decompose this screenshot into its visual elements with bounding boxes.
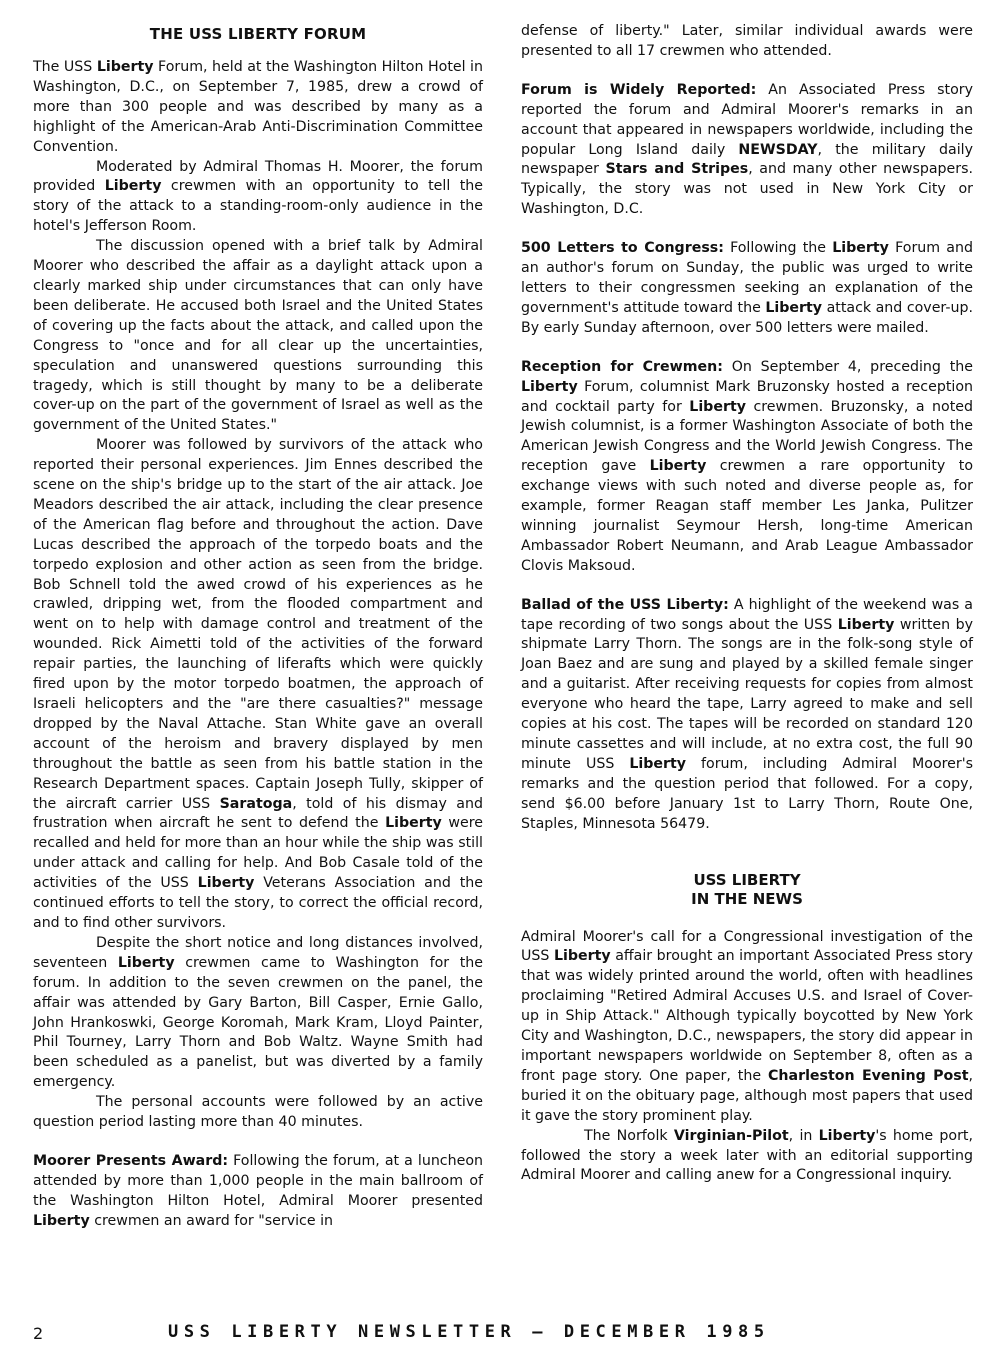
ship-name: Liberty — [832, 240, 889, 257]
section-lead: Forum is Widely Reported: — [521, 81, 757, 98]
ship-name: Liberty — [385, 815, 442, 832]
ship-name: Liberty — [765, 299, 823, 316]
page-number: 2 — [33, 1324, 44, 1343]
text-run: crewmen came to Washington for the forum. In addition to the seven crewmen on the panel, the affair was attended by Gary Barton, Bill Casper, Ernie Gallo, John Hrankoswki, George Koromah, Mark Kram, Lloyd Painter, Phil Tourney, Larry Thorn and Bob Waltz. Wayne Smith had been scheduled as a panelist, but was diverted by a family emergency. — [33, 954, 483, 1091]
text-run: 's home port, followed the story a week later with an editorial supporting Admiral Moorer and calling anew for a Congressional inquiry. — [521, 1127, 973, 1184]
text-run: Forum and an author's forum on Sunday, the public was urged to write letters to their congressmen seeking an explanation of the government's attitude toward the — [521, 240, 973, 316]
text-run: A highlight of the weekend was a tape recording of two songs about the USS — [521, 596, 973, 633]
news-section-title — [521, 871, 973, 909]
article-title: THE USS LIBERTY FORUM — [149, 25, 367, 43]
text-run: Forum, held at the Washington Hilton Hotel in Washington, D.C., on September 7, 1985, drew a crowd of more than 300 people and was described by many as a highlight of the American-Arab Anti-Discrimination Committee Convention. — [33, 59, 483, 155]
ship-name: Liberty — [689, 398, 746, 415]
text-run: , in — [788, 1127, 819, 1144]
paragraph-award — [33, 1152, 483, 1232]
text-run: were recalled and held for more than an hour while the ship was still under attack and calling for help. And Bob Casale told of the activities of the USS — [33, 815, 483, 892]
news-title-line: IN THE NEWS — [691, 889, 803, 908]
text-run: Veterans Association and the continued efforts to tell the story, to correct the official record, and to find other survivors. — [33, 875, 483, 931]
text-run: Following the forum, at a luncheon attended by more than 1,000 people in the main ballroom of the Washington Hilton Hotel, Admiral Moorer presented — [33, 1152, 483, 1209]
paragraph-survivors — [33, 436, 483, 934]
ship-name: Liberty — [837, 616, 895, 633]
ship-name: Liberty — [104, 178, 162, 195]
text-run: forum, including Admiral Moorer's remarks and the question period that followed. For a copy, send $6.00 before January 1st to Larry Thorn, Route One, Staples, Minnesota 56479. — [521, 755, 973, 832]
ship-name: Liberty — [629, 755, 687, 772]
newspaper-name: NEWSDAY — [738, 141, 818, 158]
text-run: , the military daily newspaper — [521, 141, 973, 178]
newspaper-name: Stars and Stripes — [605, 161, 749, 178]
text-run: Following the — [723, 240, 833, 257]
news-title-line: USS LIBERTY — [693, 870, 801, 889]
text-run: Moderated by Admiral Thomas H. Moorer, the forum provided — [33, 158, 483, 195]
right-column — [521, 22, 973, 1186]
text-run: attack and cover-up. By early Sunday afternoon, over 500 letters were mailed. — [521, 299, 973, 336]
spacer — [521, 835, 973, 871]
paragraph-award-continued: defense of liberty." Later, similar individual awards were presented to all 17 crewmen who attended. — [521, 23, 973, 59]
section-lead: Ballad of the USS Liberty: — [521, 596, 729, 613]
text-run: An Associated Press story reported the forum and Admiral Moorer's remarks in an account that appeared in newspapers worldwide, including the popular Long Island daily — [521, 81, 973, 158]
ship-name: Liberty — [818, 1127, 876, 1144]
text-run: , and many other newspapers. Typically, the story was not used in New York City or Washington, D.C. — [521, 161, 974, 218]
text-run: The Norfolk — [584, 1127, 674, 1144]
ship-name: Liberty — [521, 378, 578, 395]
ship-name: Liberty — [33, 1212, 90, 1229]
page-footer — [33, 1322, 973, 1346]
section-lead: Reception for Crewmen: — [521, 358, 723, 375]
text-run: , told of his dismay and frustration when aircraft he sent to defend the — [33, 795, 483, 832]
text-run: crewmen with an opportunity to tell the story of the attack to a standing-room-only audience in the hotel's Jefferson Room. — [33, 178, 484, 235]
newspaper-name: Virginian-Pilot — [673, 1127, 789, 1144]
ship-name: Liberty — [649, 458, 707, 475]
ship-name: Liberty — [96, 59, 154, 75]
section-ballad — [521, 596, 973, 835]
text-run: Despite the short notice and long distances involved, seventeen — [33, 934, 483, 971]
text-run: affair brought an important Associated Press story that was widely printed around the world, often with headlines proclaiming "Retired Admiral Accuses U.S. and Israel of Cover-up in Ship Attack." Although typically boycotted by New York City and Washington, D.C., newspapers, the story did appear in important newspapers worldwide on September 8, often as a front page story. One paper, the — [521, 948, 973, 1084]
paragraph-news-ap — [521, 928, 973, 1127]
section-lead: Moorer Presents Award: — [33, 1152, 229, 1169]
text-run: written by shipmate Larry Thorn. The songs are in the folk-song style of Joan Baez and are sung and played by a skilled female singer and a guitarist. After receiving requests for copies from almost everyone who heard the tape, Larry agreed to make and sell copies at his cost. The tapes will be recorded on standard 120 minute cassettes and will include, at no extra cost, the full 90 minute USS — [521, 616, 973, 772]
text-run: crewmen an award for "service in — [89, 1212, 334, 1229]
section-widely-reported — [521, 81, 973, 220]
text-run: crewmen. Bruzonsky, a noted Jewish columnist, is a former Washington Associate of both the American Jewish Congress and the World Jewish Congress. The reception gave — [521, 398, 973, 475]
text-run: On September 4, preceding the — [722, 358, 973, 375]
ship-name: Liberty — [117, 954, 175, 971]
left-column — [33, 22, 483, 1232]
paragraph-question-period: The personal accounts were followed by an active question period lasting more than 40 minutes. — [33, 1094, 483, 1131]
footer-masthead: USS LIBERTY NEWSLETTER – DECEMBER 1985 — [168, 1322, 770, 1342]
newspaper-name: Charleston Evening Post — [767, 1067, 969, 1084]
section-lead: 500 Letters to Congress: — [521, 240, 724, 257]
paragraph-moderator — [33, 158, 483, 238]
paragraph-discussion: The discussion opened with a brief talk by Admiral Moorer who described the affair as a daylight attack upon a clearly marked ship under circumstances that can only have been deliberate. He accused both Israel and the United States of covering up the facts about the attack, and called upon the Congress to "once and for all clear up the uncertainties, speculation and unanswered questions surrounding this tragedy, which is still thought by many to be a deliberate cover-up on the part of the government of Israel as well as the government of the United States." — [33, 238, 483, 434]
text-run: Moorer was followed by survivors of the attack who reported their personal experiences. Jim Ennes described the scene on the ship's bridge up to the start of the air attack. Joe Meadors described the air attack, including the clear presence of the American flag before and throughout the action. Dave Lucas described the approach of the torpedo boats and the torpedo explosion and other action as seen from the bridge. Bob Schnell told the awed crowd of his experiences as he crawled, dripping wet, from the flooded compartment and went on to help with damage control and treatment of the wounded. Rick Aimetti told of the activities of the forward repair parties, the launching of liferafts which were quickly fired upon by the motor torpedo boatmen, the approach of Israeli helicopters and the "are there casualties?" message dropped by the Naval Attache. Stan White gave an overall account of the heroism and bravery displayed by men throughout the battle as seen from his battle station in the Research Department spaces. Captain Joseph Tully, skipper of the aircraft carrier USS — [33, 437, 483, 812]
ship-name: Liberty — [553, 948, 611, 965]
section-letters-to-congress — [521, 239, 973, 339]
section-reception — [521, 358, 973, 577]
paragraph-news-norfolk — [521, 1127, 973, 1187]
paragraph-attendees — [33, 934, 483, 1093]
text-run: Forum, columnist Mark Bruzonsky hosted a reception and cocktail party for — [521, 378, 973, 415]
text-run: The USS — [33, 59, 97, 75]
ship-name: Saratoga — [219, 795, 293, 812]
text-run: crewmen a rare opportunity to exchange views with such noted and diverse people as, for example, former Reagan staff member Les Janka, Pulitzer winning journalist Seymour Hersh, long-time American Ambassador Robert Neumann, and Arab League Ambassador Clovis Maksoud. — [521, 458, 973, 574]
text-run: , buried it on the obituary page, although most papers that used it gave the story prominent play. — [521, 1067, 973, 1124]
paragraph-intro — [33, 58, 483, 158]
ship-name: Liberty — [197, 875, 255, 892]
text-run: Admiral Moorer's call for a Congressional investigation of the USS — [521, 928, 973, 965]
